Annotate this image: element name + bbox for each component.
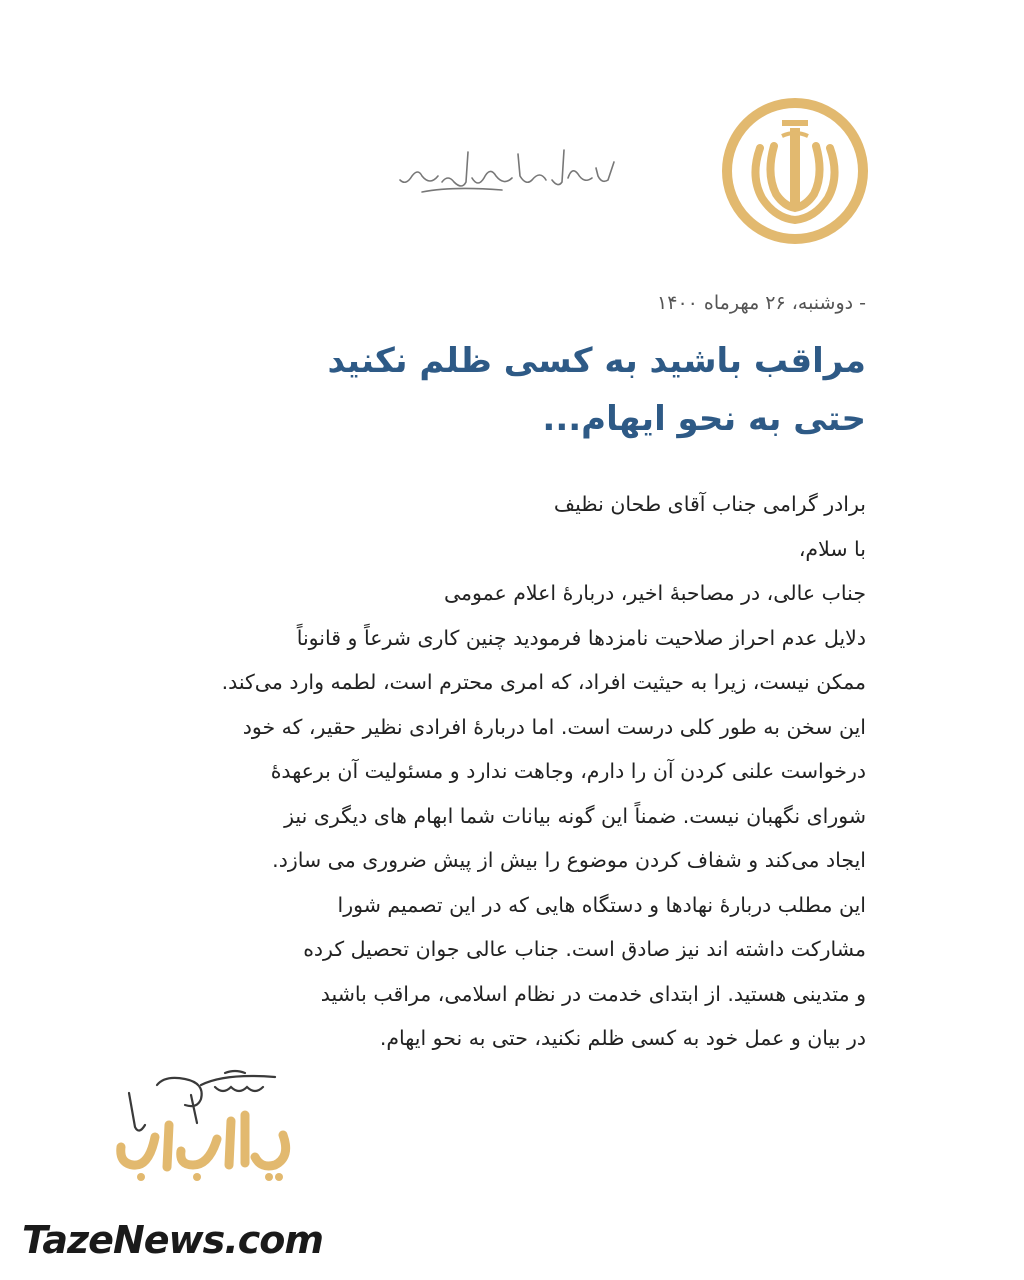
watermark-prefix: Taze — [22, 1218, 113, 1262]
letter-greeting: با سلام، — [798, 536, 866, 561]
letter-line: در بیان و عمل خود به کسی ظلم نکنید، حتی به نحو ایهام. — [379, 1026, 866, 1050]
headline-line-2: حتی به نحو ایهام... — [542, 399, 866, 439]
letter-line: ممکن نیست، زیرا به حیثیت افراد، که امری محترم است، لطمه وارد می‌کند. — [221, 670, 866, 694]
letter-line: و متدینی هستید. از ابتدای خدمت در نظام اسلامی، مراقب باشید — [320, 981, 866, 1006]
letter-date: - دوشنبه، ۲۶ مهرماه ۱۴۰۰ — [657, 292, 866, 314]
bismillah-calligraphy — [392, 140, 622, 200]
letter-line: شورای نگهبان نیست. ضمناً این گونه بیانات شما ابهام های دیگری نیز — [284, 803, 866, 828]
letter-line: درخواست علنی کردن آن را دارم، وجاهت ندارد و مسئولیت آن برعهدهٔ — [270, 759, 866, 783]
watermark-suffix: .com — [224, 1218, 323, 1262]
letter-line: جناب عالی، در مصاحبهٔ اخیر، دربارهٔ اعلام عمومی — [443, 581, 866, 605]
headline-line-1: مراقب باشید به کسی ظلم نکنید — [327, 341, 866, 381]
headline — [246, 332, 866, 448]
handwritten-signature — [105, 1065, 305, 1185]
letter-line: ایجاد می‌کند و شفاف کردن موضوع را بیش از پیش ضروری می سازد. — [272, 848, 866, 872]
letter-body — [146, 482, 866, 1061]
watermark-main: News — [112, 1218, 225, 1262]
iran-emblem-icon — [720, 96, 870, 246]
letter-line: مشارکت داشته اند نیز صادق است. جناب عالی جوان تحصیل کرده — [303, 937, 866, 961]
letter-line: این مطلب دربارهٔ نهادها و دستگاه هایی که در این تصمیم شورا — [337, 892, 866, 917]
letter-line: دلایل عدم احراز صلاحیت نامزدها فرمودید چنین کاری شرعاً و قانوناً — [296, 625, 866, 650]
letter-salutation: برادر گرامی جناب آقای طحان نظیف — [553, 492, 866, 516]
site-watermark — [22, 1218, 323, 1262]
letter-line: این سخن به طور کلی درست است. اما دربارهٔ افرادی نظیر حقیر، که خود — [242, 714, 866, 739]
